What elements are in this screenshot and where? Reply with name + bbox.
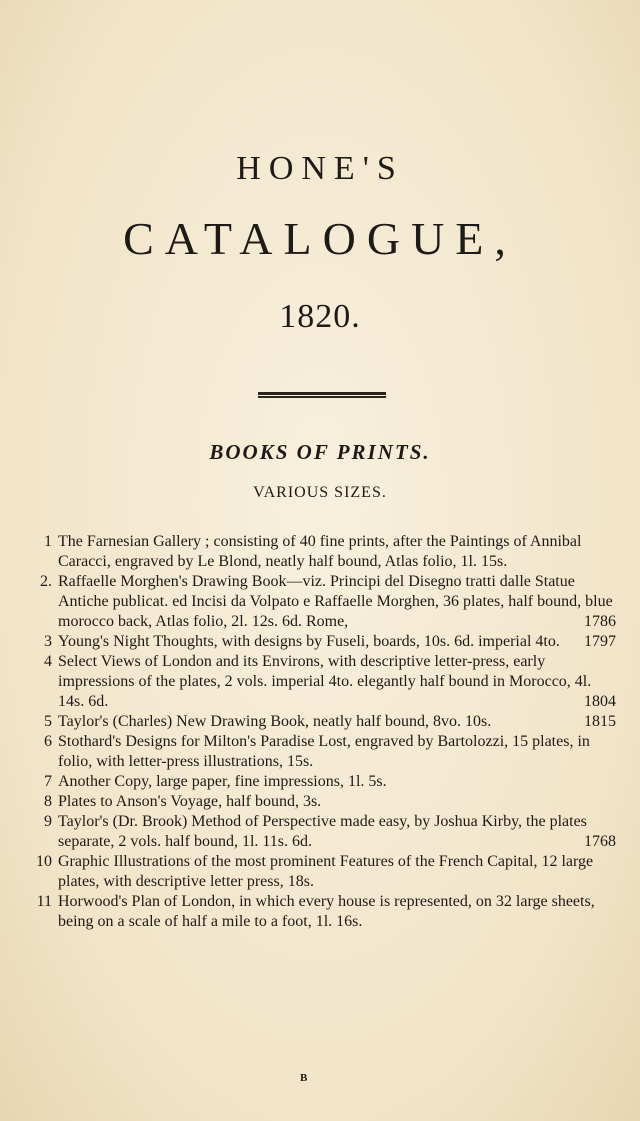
section-title: BOOKS OF PRINTS.: [209, 440, 431, 464]
entry-text: Taylor's (Charles) New Drawing Book, neatly half bound, 8vo. 10s.: [58, 713, 492, 730]
entry-text: Another Copy, large paper, fine impressions, 1l. 5s.: [58, 773, 387, 790]
list-item: [32, 772, 616, 792]
list-item: [32, 652, 616, 712]
entry-year: 1786: [584, 613, 616, 630]
list-item: [32, 632, 616, 652]
entry-year: 1797: [584, 633, 616, 650]
list-item: [32, 792, 616, 812]
entry-text: Young's Night Thoughts, with designs by Fuseli, boards, 10s. 6d. imperial 4to.: [58, 633, 560, 650]
list-item: [32, 892, 616, 932]
entry-number: 11: [36, 893, 52, 910]
entry-number: 1: [44, 533, 52, 550]
list-item: [32, 732, 616, 772]
entry-number: 10: [36, 853, 52, 870]
entry-number: 9: [44, 813, 52, 830]
list-item: [32, 852, 616, 892]
list-item: [32, 812, 616, 852]
decorative-rule: [258, 392, 386, 398]
entry-text: Graphic Illustrations of the most prominent Features of the French Capital, 12 large plates, with descriptive letter press, 18s.: [58, 853, 594, 890]
entry-year: 1768: [584, 833, 616, 850]
entry-list: [32, 532, 616, 932]
entry-text: Select Views of London and its Environs, with descriptive letter-press, early impressions of the plates, 2 vols. imperial 4to. elegantly half bound in Morocco, 4l. 14s. 6d.: [58, 653, 592, 710]
title-catalogue: CATALOGUE,: [123, 213, 517, 264]
entry-text: Plates to Anson's Voyage, half bound, 3s.: [58, 793, 322, 810]
title-year: 1820.: [279, 298, 361, 335]
entry-number: 2.: [40, 573, 52, 590]
entry-text: Raffaelle Morghen's Drawing Book—viz. Principi del Disegno tratti dalle Statue Antiche publicat. ed Incisi da Volpato e Raffaelle Morghen, 36 plates, half bound, blue morocco back, Atlas folio, 2l. 12s. 6d. Rome,: [58, 573, 613, 630]
entry-number: 5: [44, 713, 52, 730]
entry-year: 1804: [584, 693, 616, 710]
entry-number: 8: [44, 793, 52, 810]
list-item: [32, 532, 616, 572]
section-subtitle: VARIOUS SIZES.: [253, 484, 387, 501]
entry-number: 4: [44, 653, 52, 670]
entry-text: Stothard's Designs for Milton's Paradise Lost, engraved by Bartolozzi, 15 plates, in folio, with letter-press illustrations, 15s.: [58, 733, 590, 770]
entry-text: Taylor's (Dr. Brook) Method of Perspective made easy, by Joshua Kirby, the plates separate, 2 vols. half bound, 1l. 11s. 6d.: [58, 813, 587, 850]
entry-number: 7: [44, 773, 52, 790]
title-hones: HONE'S: [236, 150, 404, 187]
entry-text: The Farnesian Gallery ; consisting of 40 fine prints, after the Paintings of Annibal Caracci, engraved by Le Blond, neatly half bound, Atlas folio, 1l. 15s.: [58, 533, 582, 570]
entry-text: Horwood's Plan of London, in which every house is represented, on 32 large sheets, being on a scale of half a mile to a foot, 1l. 16s.: [58, 893, 595, 930]
list-item: [32, 572, 616, 632]
entry-year: 1815: [584, 713, 616, 730]
entry-number: 6: [44, 733, 52, 750]
signature-mark: B: [300, 1072, 308, 1084]
entry-number: 3: [44, 633, 52, 650]
list-item: [32, 712, 616, 732]
